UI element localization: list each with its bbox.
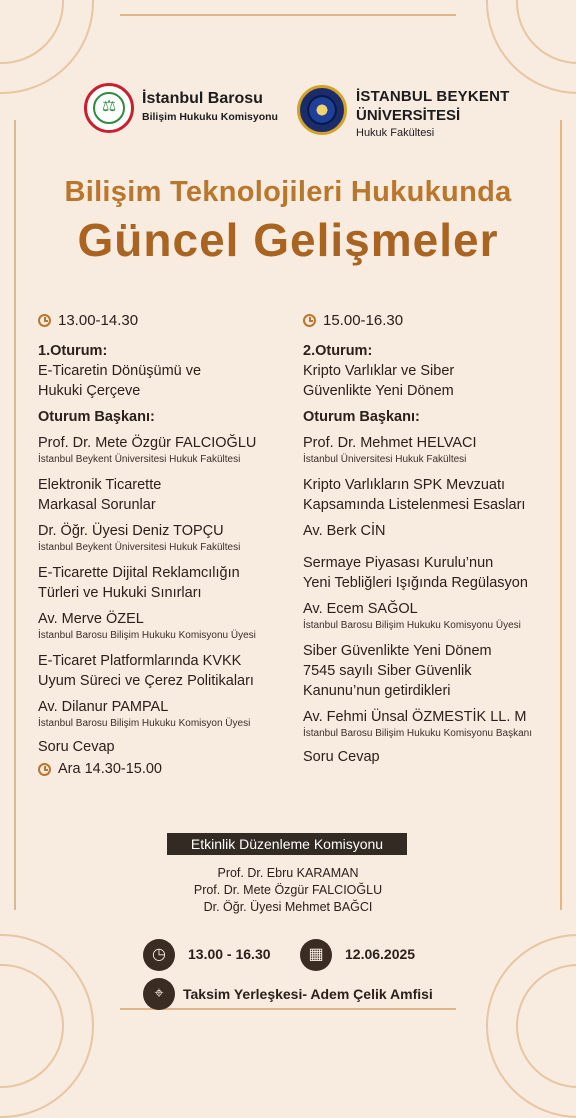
session-1-speaker-3: Av. Dilanur PAMPAL xyxy=(38,699,169,715)
session-2-time-text: 15.00-16.30 xyxy=(323,312,404,329)
clock-icon xyxy=(303,314,316,327)
session-1-talk-3-line1: E-Ticaret Platformlarında KVKK xyxy=(38,653,242,669)
session-1-talk-1-line1: Elektronik Ticarette xyxy=(38,477,162,493)
beykent-university-logo xyxy=(297,85,347,135)
session-1-title-line2: Hukuki Çerçeve xyxy=(38,383,141,399)
session-1-label: 1.Oturum: xyxy=(38,343,108,359)
session-2-chair-name: Prof. Dr. Mehmet HELVACI xyxy=(303,435,477,451)
session-1-speaker-2-affiliation: İstanbul Barosu Bilişim Hukuku Komisyonu Üyesi xyxy=(38,630,256,641)
baro-subtitle: Bilişim Hukuku Komisyonu xyxy=(142,111,278,123)
session-2-speaker-3-affiliation: İstanbul Barosu Bilişim Hukuku Komisyonu Başkanı xyxy=(303,728,532,739)
session-1-title-line1: E-Ticaretin Dönüşümü ve xyxy=(38,363,202,379)
logo-row xyxy=(0,80,576,142)
session-2-qa: Soru Cevap xyxy=(303,749,380,765)
break-row xyxy=(38,761,293,777)
session-2-chair-affiliation: İstanbul Üniversitesi Hukuk Fakültesi xyxy=(303,454,467,465)
session-1-qa: Soru Cevap xyxy=(38,739,115,755)
footer-date: 12.06.2025 xyxy=(345,946,416,962)
headline-line1: Bilişim Teknolojileri Hukukunda xyxy=(64,176,512,208)
session-2-talk-3-line2: 7545 sayılı Siber Güvenlik xyxy=(303,663,472,679)
location-pin-icon: ⌖ xyxy=(143,978,175,1010)
scales-icon: ⚖ xyxy=(93,92,125,124)
session-2-talk-2-line1: Sermaye Piyasası Kurulu’nun xyxy=(303,555,494,571)
footer-time: 13.00 - 16.30 xyxy=(188,946,271,962)
border-line-top xyxy=(120,14,456,16)
session-1-time xyxy=(38,312,293,329)
session-2-speaker-3: Av. Fehmi Ünsal ÖZMESTİK LL. M xyxy=(303,709,527,725)
session-1-talk-2-line1: E-Ticarette Dijital Reklamcılığın xyxy=(38,565,240,581)
session-2-time xyxy=(303,312,568,329)
session-1-talk-2-line2: Türleri ve Hukuki Sınırları xyxy=(38,585,202,601)
session-1-chair-affiliation: İstanbul Beykent Üniversitesi Hukuk Fakültesi xyxy=(38,454,241,465)
session-1-speaker-1: Dr. Öğr. Üyesi Deniz TOPÇU xyxy=(38,523,224,539)
sun-emblem-icon xyxy=(307,95,337,125)
beykent-title-line1: İSTANBUL BEYKENT xyxy=(356,88,510,105)
session-1-time-text: 13.00-14.30 xyxy=(58,312,139,329)
beykent-faculty: Hukuk Fakültesi xyxy=(356,127,435,139)
break-text: Ara 14.30-15.00 xyxy=(58,761,162,777)
clock-icon xyxy=(38,314,51,327)
committee-member-1: Prof. Dr. Ebru KARAMAN xyxy=(217,866,359,880)
headline-line2: Güncel Gelişmeler xyxy=(77,214,499,266)
session-2-chair-label: Oturum Başkanı: xyxy=(303,409,420,425)
session-1-talk-1-line2: Markasal Sorunlar xyxy=(38,497,156,513)
footer-location: Taksim Yerleşkesi- Adem Çelik Amfisi xyxy=(183,986,433,1002)
session-2-talk-1-line2: Kapsamında Listelenmesi Esasları xyxy=(303,497,526,513)
baro-title: İstanbul Barosu xyxy=(142,90,263,107)
session-1-speaker-2: Av. Merve ÖZEL xyxy=(38,611,144,627)
calendar-icon: ▦ xyxy=(300,939,332,971)
session-2-talk-3-line1: Siber Güvenlikte Yeni Dönem xyxy=(303,643,492,659)
session-2-talk-1-line1: Kripto Varlıkların SPK Mevzuatı xyxy=(303,477,506,493)
clock-icon xyxy=(38,763,51,776)
session-2-speaker-2: Av. Ecem SAĞOL xyxy=(303,601,418,617)
session-1-talk-3-line2: Uyum Süreci ve Çerez Politikaları xyxy=(38,673,254,689)
istanbul-barosu-logo xyxy=(84,83,134,133)
session-1-speaker-3-affiliation: İstanbul Barosu Bilişim Hukuku Komisyon Üyesi xyxy=(38,718,251,729)
session-2-talk-2-line2: Yeni Tebliğleri Işığında Regülasyon xyxy=(303,575,528,591)
session-2-title-line2: Güvenlikte Yeni Dönem xyxy=(303,383,454,399)
committee-title: Etkinlik Düzenleme Komisyonu xyxy=(167,833,407,855)
beykent-title-line2: ÜNİVERSİTESİ xyxy=(356,107,461,124)
session-2 xyxy=(303,312,568,765)
committee-member-3: Dr. Öğr. Üyesi Mehmet BAĞCI xyxy=(203,900,373,914)
committee-member-2: Prof. Dr. Mete Özgür FALCIOĞLU xyxy=(193,883,383,897)
session-2-label: 2.Oturum: xyxy=(303,343,373,359)
clock-icon: ◷ xyxy=(143,939,175,971)
session-1-speaker-1-affiliation: İstanbul Beykent Üniversitesi Hukuk Fakültesi xyxy=(38,542,241,553)
session-1-chair-label: Oturum Başkanı: xyxy=(38,409,155,425)
session-2-title-line1: Kripto Varlıklar ve Siber xyxy=(303,363,455,379)
session-2-speaker-2-affiliation: İstanbul Barosu Bilişim Hukuku Komisyonu Üyesi xyxy=(303,620,521,631)
session-2-speaker-1: Av. Berk CİN xyxy=(303,523,386,539)
session-1 xyxy=(38,312,293,777)
session-1-chair-name: Prof. Dr. Mete Özgür FALCIOĞLU xyxy=(38,435,257,451)
session-2-talk-3-line3: Kanunu’nun getirdikleri xyxy=(303,683,451,699)
